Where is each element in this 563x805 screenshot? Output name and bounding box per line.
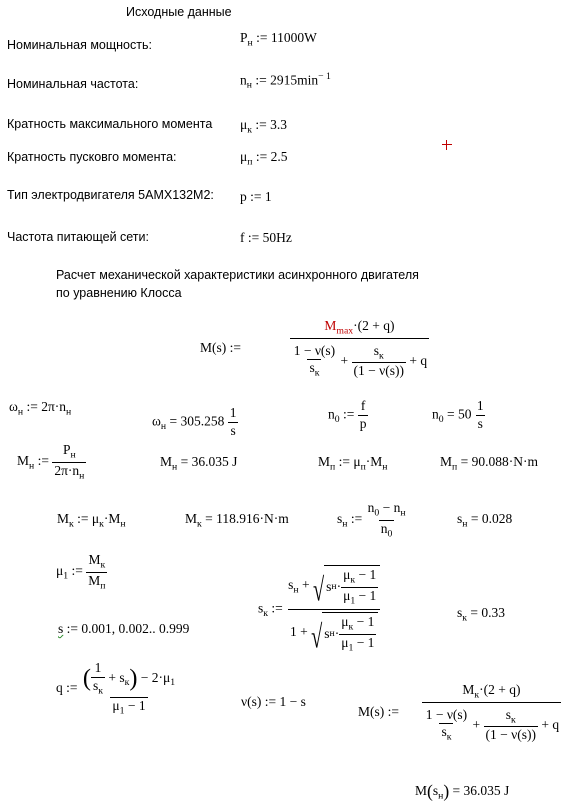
label-start-torque-ratio: Кратность пусковго момента: — [7, 150, 177, 164]
Mn-result[interactable]: $M_н = 36.035$ J — [160, 454, 238, 473]
crosshair-cursor-icon — [442, 140, 452, 150]
torque-at-rated-slip-result[interactable]: $M(s_н) = 36.035$ J — [415, 781, 510, 802]
section-heading-line2: по уравнению Клосса — [56, 286, 182, 300]
omega-result[interactable]: $\omega_н = 305.258$ $\frac{1}{s}$ — [152, 405, 237, 438]
q-definition[interactable]: q := ( $\frac{1}{s_к}$ + $s_к) - 2\cdot\mu_1$ $\mu_1 - 1$ — [56, 660, 176, 717]
Mk-definition[interactable]: $M_к$ := $\mu_к\cdot M_н$ — [57, 511, 126, 530]
param-grid-frequency[interactable]: f := 50Hz — [240, 230, 292, 245]
n0-result[interactable]: $n_0 = 50$ $\frac{1}{s}$ — [432, 398, 484, 431]
nu-definition[interactable]: ν(s) := 1 − s — [241, 694, 306, 709]
label-grid-frequency: Частота питающей сети: — [7, 230, 149, 244]
Mk-result[interactable]: $M_к = 118.916\cdot N\cdot m$ — [185, 511, 289, 530]
omega-definition[interactable]: $\omega_н$ := $2\pi\cdot n_н$ — [9, 399, 72, 418]
sn-definition[interactable]: $s_н$ := $\frac{n_0 - n_н}{n_0}$ — [337, 500, 406, 539]
mu1-definition[interactable]: $\mu_1$ := $\frac{M_к}{M_п}$ — [56, 552, 106, 591]
n0-definition[interactable]: $n_0$ := $\frac{f}{p}$ — [328, 398, 367, 431]
sk-definition[interactable]: $s_к$ := $s_н$ + √ s н · $\frac{\mu_к - 1}{\mu_1 - 1}$ 1 + √ s н · $\frac{\mu_к - 1}{\mu_1 - 1}$ — [258, 565, 382, 654]
param-rated-speed[interactable]: $n_н$ := $2915\min^{- 1}$ — [240, 71, 331, 91]
label-rated-power: Номинальная мощность: — [7, 38, 152, 52]
sn-result[interactable]: $s_н = 0.028$ — [457, 511, 513, 530]
kloss-formula-local[interactable]: M(s) := $M_к\cdot(2 + q)$ $\frac{1 - \nu(s)}{s_к}$ + $\frac{s_к}{(1 - \nu(s))}$ + q — [358, 682, 560, 743]
label-max-torque-ratio: Кратность максимального момента — [7, 117, 213, 131]
label-motor-type: Тип электродвигателя 5АМХ132М2: — [7, 188, 214, 202]
Mp-definition[interactable]: $M_п$ := $\mu_п\cdot M_н$ — [318, 454, 388, 473]
kloss-formula-definition[interactable]: M(s) := $M_{max}\cdot(2 + q)$ $\frac{1 - \nu(s)}{s_к}$ + $\frac{s_к}{(1 - \nu(s))}$ + q — [200, 318, 428, 379]
param-mu-k[interactable]: $\mu_к$ := 3.3 — [240, 117, 287, 136]
Mp-result[interactable]: $M_п = 90.088\cdot N\cdot m$ — [440, 454, 538, 473]
param-power[interactable]: $P_н$ := 11000W — [240, 30, 317, 49]
Mn-definition[interactable]: $M_н$ := $\frac{P_н}{2\pi\cdot n_н}$ — [17, 442, 85, 481]
section-heading-line1: Расчет механической характеристики асинхронного двигателя — [56, 268, 419, 282]
param-mu-p[interactable]: $\mu_п$ := 2.5 — [240, 149, 288, 168]
sk-result[interactable]: $s_к = 0.33$ — [457, 605, 505, 624]
range-variable-s[interactable]: s := 0.001, 0.002.. 0.999 — [58, 621, 190, 636]
label-rated-frequency: Номинальная частота: — [7, 77, 139, 91]
param-pole-pairs[interactable]: p := 1 — [240, 189, 272, 204]
section-title: Исходные данные — [126, 5, 232, 19]
